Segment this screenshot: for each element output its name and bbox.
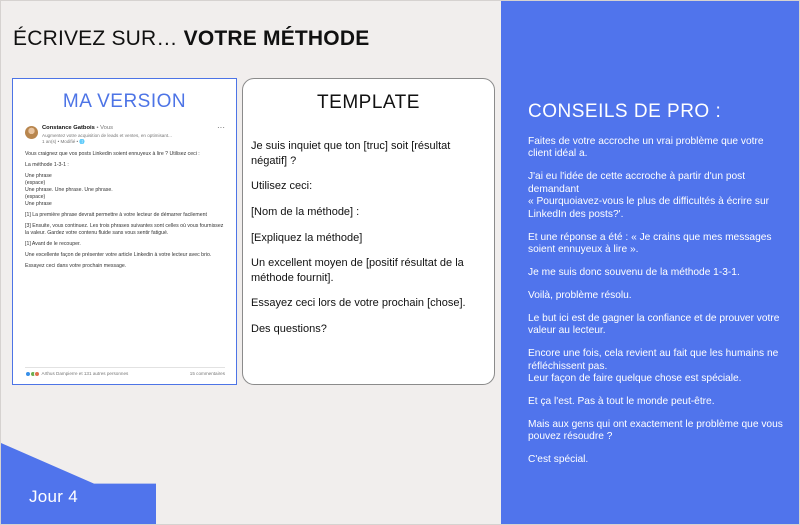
ma-version-heading: MA VERSION xyxy=(62,91,187,112)
post-author xyxy=(42,125,172,133)
day-label: Jour 4 xyxy=(29,487,79,506)
slide-title-prefix: ÉCRIVEZ SUR… xyxy=(13,27,184,50)
conseils-paragraph: Mais aux gens qui ont exactement le problème que vous pouvez résoudre ? xyxy=(528,419,783,443)
conseils-paragraph: Et une réponse a été : « Je crains que mes messages soient ennuyeux à lire ». xyxy=(528,231,772,256)
post-author-block xyxy=(42,125,172,145)
post-header xyxy=(25,125,225,151)
conseils-paragraph: Faites de votre accroche un vrai problème que votre client idéal a. xyxy=(528,136,764,160)
post-reactions-text: Arthus Dampierre et 131 autres personnes xyxy=(41,370,129,376)
conseils-paragraph: Le but ici est de gagner la confiance et de prouver votre valeur au lecteur. xyxy=(528,312,780,337)
slide-title-bold: VOTRE MÉTHODE xyxy=(183,27,370,50)
conseils-body xyxy=(528,136,790,477)
conseils-paragraph: Voilà, problème résolu. xyxy=(528,289,632,301)
template-heading: TEMPLATE xyxy=(317,92,420,113)
conseils-heading: CONSEILS DE PRO : xyxy=(528,101,722,122)
conseils-paragraph: Encore une fois, cela revient au fait que les humains ne réfléchissent pas. Leur façon de faire quelque chose est spéciale. xyxy=(528,348,779,385)
template-line: [Expliquez la méthode] xyxy=(251,231,363,244)
conseils-panel xyxy=(501,1,800,525)
post-meta: 1 an(s) • Modifié • 🌐 xyxy=(42,139,86,144)
conseils-paragraph: Et ça l'est. Pas à tout le monde peut-être. xyxy=(528,396,715,408)
post-line: Une excellente façon de présenter votre article Linkedin à votre lecteur avec brio. xyxy=(25,252,212,259)
post-line: Essayez ceci dans votre prochain message. xyxy=(25,263,127,270)
post-comments-count: 15 commentaires xyxy=(189,370,225,376)
conseils-paragraph: Je me suis donc souvenu de la méthode 1-3-1. xyxy=(528,267,740,278)
conseils-paragraph: C'est spécial. xyxy=(528,454,589,466)
post-line: [1] La première phrase devrait permettre à votre lecteur de démarrer facilement xyxy=(25,212,207,219)
post-line: [3] Ensuite, vous continuez. Les trois phrases suivantes sont celles où vous fournissez la valeur. Gardez votre contenu fluide sans vous sentir fatigué. xyxy=(25,223,225,237)
post-line: [1] Avant de le recouper. xyxy=(25,241,81,248)
template-line: Essayez ceci lors de votre prochain [chose]. xyxy=(251,297,466,310)
post-line: Une phrase (espace) Une phrase. Une phrase. Une phrase. (espace) Une phrase xyxy=(25,173,113,208)
conseils-paragraph: J'ai eu l'idée de cette accroche à partir d'un post demandant « Pourquoiavez-vous le plus de difficultés à écrire sur LinkedIn des posts?'. xyxy=(528,171,770,220)
avatar xyxy=(25,126,38,139)
post-line: La méthode 1-3-1 : xyxy=(25,162,69,169)
post-line: Vous craignez que vos posts Linkedin soient ennuyeux à lire ? Utilisez ceci : xyxy=(25,151,200,157)
day-badge-shape xyxy=(1,443,156,525)
template-line: Un excellent moyen de [positif résultat de la méthode fournit]. xyxy=(251,257,464,284)
template-body xyxy=(251,139,489,348)
template-line: [Nom de la méthode] : xyxy=(251,205,360,218)
post-headline: Augmentez votre acquisition de leads et ventes, en optimisant... xyxy=(42,132,172,138)
template-line: Utilisez ceci: xyxy=(251,180,313,193)
reactions-icon xyxy=(25,371,39,377)
ma-version-card xyxy=(12,78,237,385)
template-line: Des questions? xyxy=(251,323,327,335)
post-author-name: Constance Gatbois xyxy=(42,125,95,131)
post-author-suffix: • Vous xyxy=(94,125,113,131)
template-line: Je suis inquiet que ton [truc] soit [résultat négatif] ? xyxy=(251,140,451,167)
more-options-icon: ··· xyxy=(217,123,225,132)
linkedin-post-screenshot xyxy=(25,125,225,377)
slide-title xyxy=(13,27,369,51)
template-card xyxy=(242,78,495,385)
post-footer xyxy=(25,367,225,377)
